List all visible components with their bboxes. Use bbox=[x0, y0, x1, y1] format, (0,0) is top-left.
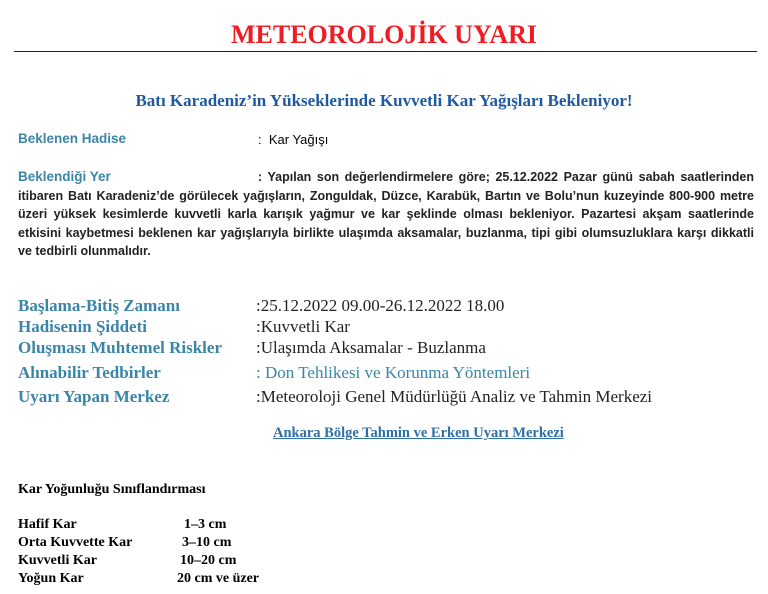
expected-place-text: : Yapılan son değerlendirmelere göre; 25.12.2022 Pazar günü sabah saatlerinden itibaren Batı Karadeniz’de görülecek yağışların, Zonguldak, Düzce, Karabük, Bartın ve Bolu’nun kuzeyinde 800-900 metre üzeri yüksek kesimlerde kuvvetli karla karışık yağmur ve kar şeklinde olması bekleniyor. Pazartesi akşam saatlerinde etkisini kaybetmesi beklenen kar yağışlarıyla birlikte ulaşımda aksamalar, buzlanma, tipi gibi olumsuzluklara karşı dikkatli ve tedbirli olunmalıdır. bbox=[18, 170, 754, 258]
classification-row-name: Yoğun Kar bbox=[18, 571, 84, 586]
detail-value-issuing-center: :Meteoroloji Genel Müdürlüğü Analiz ve Tahmin Merkezi bbox=[256, 387, 653, 406]
classification-row-range: 1–3 cm bbox=[184, 517, 227, 532]
expected-event-value bbox=[258, 132, 328, 147]
expected-event-text: Kar Yağışı bbox=[268, 132, 329, 147]
regional-center-link[interactable]: Ankara Bölge Tahmin ve Erken Uyarı Merkezi bbox=[273, 425, 564, 441]
title-divider bbox=[14, 51, 757, 52]
detail-label-start-end: Başlama-Bitiş Zamanı bbox=[18, 296, 180, 315]
detail-label-issuing-center: Uyarı Yapan Merkez bbox=[18, 387, 170, 406]
measures-separator: : bbox=[256, 363, 261, 382]
expected-event-label: Beklenen Hadise bbox=[18, 131, 127, 146]
detail-value-start-end: :25.12.2022 09.00-26.12.2022 18.00 bbox=[256, 296, 505, 315]
detail-value-severity: :Kuvvetli Kar bbox=[256, 317, 350, 336]
document-title: METEOROLOJİK UYARI bbox=[230, 20, 538, 49]
detail-label-severity: Hadisenin Şiddeti bbox=[18, 317, 147, 336]
measures-link[interactable]: Don Tehlikesi ve Korunma Yöntemleri bbox=[260, 363, 531, 382]
expected-place-paragraph bbox=[18, 168, 754, 261]
expected-place-label: Beklendiği Yer bbox=[18, 169, 111, 184]
detail-label-risks: Oluşması Muhtemel Riskler bbox=[18, 338, 222, 357]
classification-row-range: 10–20 cm bbox=[180, 553, 237, 568]
classification-row-range: 20 cm ve üzer bbox=[177, 571, 260, 586]
expected-event-separator: : bbox=[258, 132, 262, 147]
classification-row-range: 3–10 cm bbox=[182, 535, 232, 550]
classification-row-name: Kuvvetli Kar bbox=[18, 553, 97, 568]
detail-value-risks: :Ulaşımda Aksamalar - Buzlanma bbox=[256, 338, 486, 357]
detail-label-measures: Alınabilir Tedbirler bbox=[18, 363, 161, 382]
warning-headline: Batı Karadeniz’in Yükseklerinde Kuvvetli Kar Yağışları Bekleniyor! bbox=[135, 91, 633, 110]
classification-title: Kar Yoğunluğu Sınıflandırması bbox=[18, 482, 206, 497]
detail-value-measures bbox=[256, 363, 530, 383]
classification-row-name: Orta Kuvvette Kar bbox=[18, 535, 133, 550]
classification-row-name: Hafif Kar bbox=[18, 517, 77, 532]
